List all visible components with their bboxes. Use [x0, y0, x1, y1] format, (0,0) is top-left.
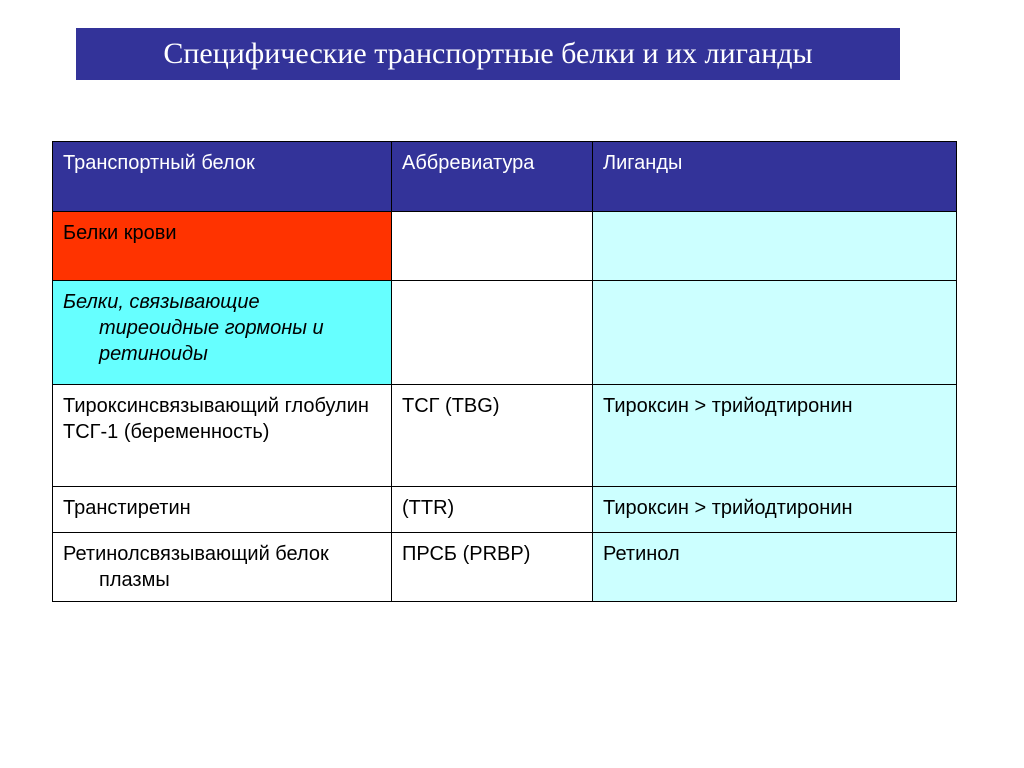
protein-name: Белки крови — [63, 222, 177, 244]
slide-title — [76, 28, 900, 80]
cell-protein — [53, 487, 392, 533]
protein-name: Тироксинсвязывающий глобулин — [63, 395, 369, 417]
table-header-row — [53, 142, 957, 212]
cell-ligands — [593, 212, 957, 281]
cell-ligands: Тироксин > трийодтиронин — [593, 385, 957, 487]
header-ligands: Лиганды — [593, 142, 957, 212]
cell-protein — [53, 281, 392, 385]
protein-name: Белки, связывающие тиреоидные гормоны и ретиноиды — [63, 291, 324, 365]
table-row — [53, 281, 957, 385]
transport-proteins-table — [52, 141, 957, 602]
table-row — [53, 385, 957, 487]
cell-ligands: Ретинол — [593, 533, 957, 602]
cell-abbreviation — [392, 212, 593, 281]
cell-ligands — [593, 281, 957, 385]
protein-note: ТСГ-1 (беременность) — [63, 421, 270, 443]
protein-name: Транстиретин — [63, 497, 191, 519]
cell-abbreviation: (TTR) — [392, 487, 593, 533]
cell-protein — [53, 533, 392, 602]
header-protein: Транспортный белок — [53, 142, 392, 212]
table-row — [53, 212, 957, 281]
cell-abbreviation: ПРСБ (PRBP) — [392, 533, 593, 602]
protein-name: Ретинолсвязывающий белок плазмы — [63, 543, 329, 591]
header-abbreviation: Аббревиатура — [392, 142, 593, 212]
cell-abbreviation — [392, 281, 593, 385]
cell-abbreviation: ТСГ (TBG) — [392, 385, 593, 487]
cell-ligands: Тироксин > трийодтиронин — [593, 487, 957, 533]
cell-protein — [53, 212, 392, 281]
table-row — [53, 487, 957, 533]
cell-protein — [53, 385, 392, 487]
table-row — [53, 533, 957, 602]
slide-title-text: Специфические транспортные белки и их лиганды — [163, 37, 813, 70]
